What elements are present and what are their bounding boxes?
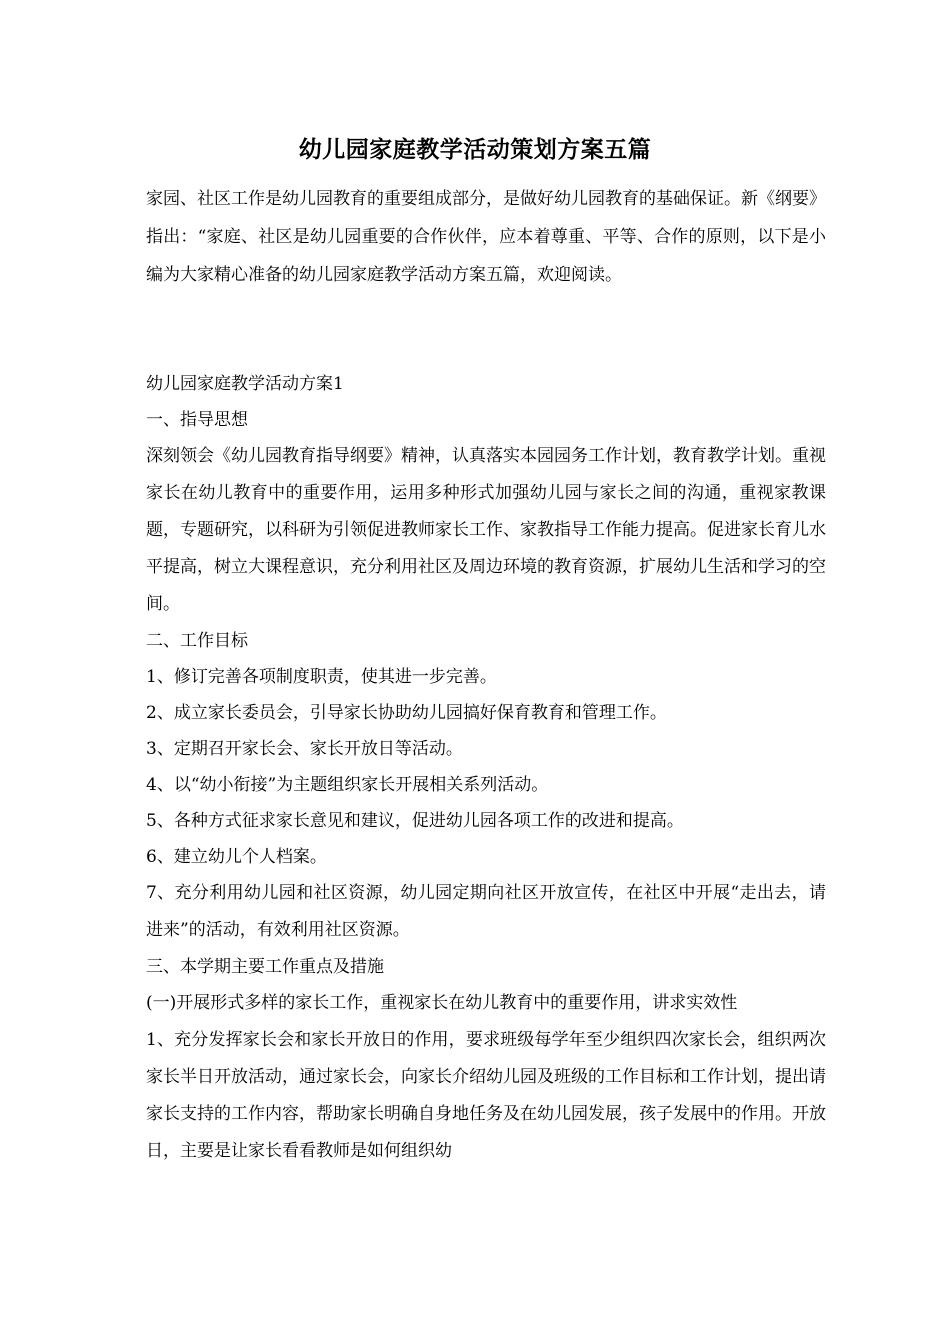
subsection-heading: (一)开展形式多样的家长工作，重视家长在幼儿教育中的重要作用，讲求实效性 — [146, 993, 738, 1013]
section-heading: 幼儿园家庭教学活动方案1 — [146, 374, 344, 394]
goal-item: 6、建立幼儿个人档案。 — [146, 847, 327, 867]
part2-heading: 二、工作目标 — [146, 631, 248, 651]
goal-item: 5、各种方式征求家长意见和建议，促进幼儿园各项工作的改进和提高。 — [146, 811, 684, 831]
part1-heading: 一、指导思想 — [146, 410, 248, 430]
goal-item: 4、以“幼小衔接”为主题组织家长开展相关系列活动。 — [146, 775, 549, 795]
goal-item: 2、成立家长委员会，引导家长协助幼儿园搞好保育教育和管理工作。 — [146, 703, 667, 723]
document-body — [146, 366, 826, 1170]
intro-text: 家园、社区工作是幼儿园教育的重要组成部分，是做好幼儿园教育的基础保证。新《纲要》指出：“家庭、社区是幼儿园重要的合作伙伴，应本着尊重、平等、合作的原则，以下是小编为大家精心准备的幼儿园家庭教学活动方案五篇，欢迎阅读。 — [146, 189, 826, 285]
part1-text: 深刻领会《幼儿园教育指导纲要》精神，认真落实本园园务工作计划，教育教学计划。重视家长在幼儿教育中的重要作用，运用多种形式加强幼儿园与家长之间的沟通，重视家教课题，专题研究，以科研为引领促进教师家长工作、家教指导工作能力提高。促进家长育儿水平提高，树立大课程意识，充分利用社区及周边环境的教育资源，扩展幼儿生活和学习的空间。 — [146, 446, 826, 614]
goal-item: 3、定期召开家长会、家长开放日等活动。 — [146, 739, 463, 759]
part3-heading: 三、本学期主要工作重点及措施 — [146, 957, 384, 977]
goal-item: 7、充分利用幼儿园和社区资源，幼儿园定期向社区开放宣传，在社区中开展“走出去，请进来”的活动，有效利用社区资源。 — [146, 883, 826, 940]
intro-paragraph — [146, 180, 826, 294]
document-title: 幼儿园家庭教学活动策划方案五篇 — [298, 136, 652, 163]
goal-item: 1、修订完善各项制度职责，使其进一步完善。 — [146, 667, 497, 687]
subsection-text: 1、充分发挥家长会和家长开放日的作用，要求班级每学年至少组织四次家长会，组织两次家长半日开放活动，通过家长会，向家长介绍幼儿园及班级的工作目标和工作计划，提出请家长支持的工作内容，帮助家长明确自身地任务及在幼儿园发展，孩子发展中的作用。开放日，主要是让家长看看教师是如何组织幼 — [146, 1030, 826, 1161]
